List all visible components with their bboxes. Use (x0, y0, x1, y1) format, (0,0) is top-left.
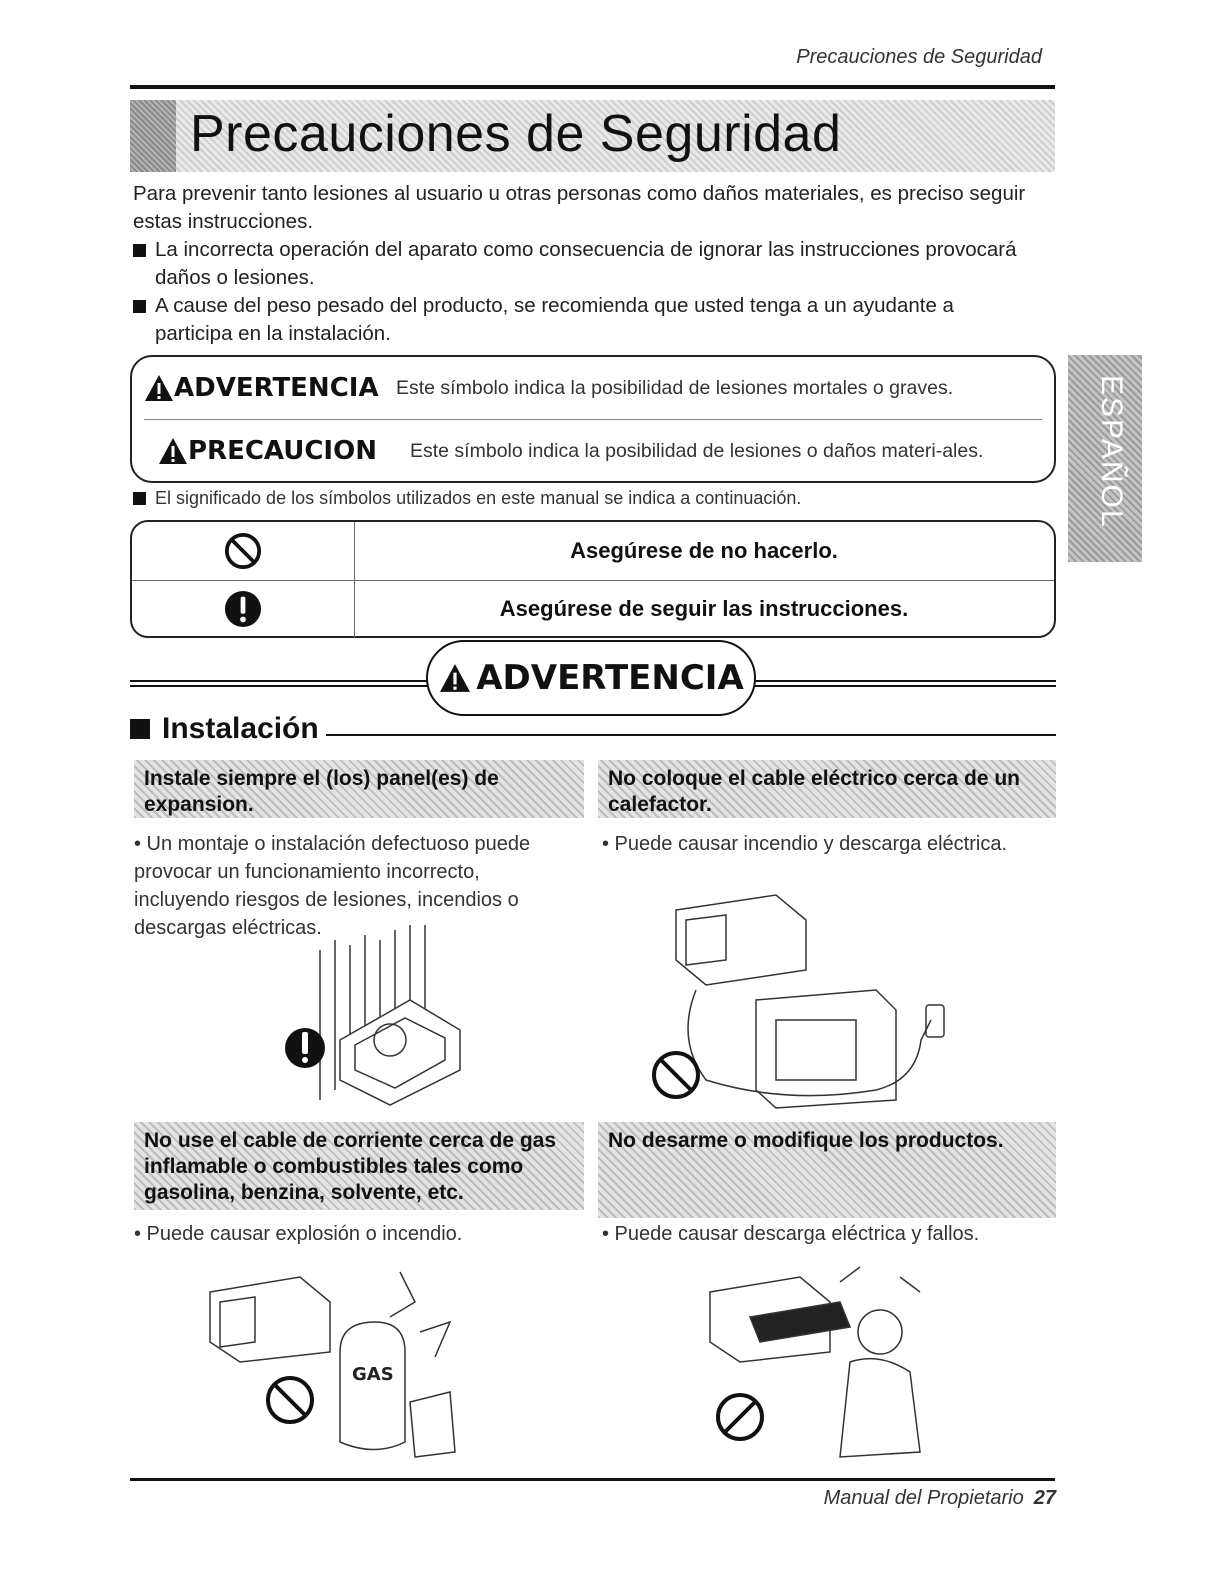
divider-line (130, 680, 428, 687)
page-footer (824, 1487, 1056, 1510)
instruction-heading: No coloque el cable eléctrico cerca de un calefactor. (598, 760, 1056, 818)
disassembly-illustration (690, 1262, 940, 1462)
intro-paragraph: Para prevenir tanto lesiones al usuario u otras personas como daños materiales, es preciso seguir estas instrucciones. (133, 182, 1026, 233)
intro-bullet: A cause del peso pesado del producto, se recomienda que usted tenga a un ayudante a participa en la instalación. (133, 292, 1033, 348)
section-rule (326, 734, 1056, 736)
caution-row (144, 420, 1042, 482)
footer-rule (130, 1478, 1055, 1481)
warning-section-banner: ADVERTENCIA (426, 640, 756, 716)
title-banner (130, 100, 1055, 172)
warning-legend-box (130, 355, 1056, 483)
bullet-square-icon (133, 492, 146, 505)
divider-line (754, 680, 1056, 687)
bullet-square-icon (133, 300, 146, 313)
instruction-heading: No desarme o modifique los productos. (598, 1122, 1056, 1218)
warning-label: ADVERTENCIA (174, 373, 379, 403)
warning-triangle-icon (438, 663, 472, 693)
symbols-table (130, 520, 1056, 638)
caution-label: PRECAUCION (188, 436, 377, 466)
warning-row (144, 357, 1042, 420)
symbol-meaning: Asegúrese de seguir las instrucciones. (499, 596, 909, 621)
heater-cable-illustration (636, 890, 956, 1110)
instruction-text: • Puede causar incendio y descarga eléctrica. (602, 833, 1008, 855)
mandatory-icon (224, 590, 262, 628)
instruction-heading: No use el cable de corriente cerca de gas inflamable o combustibles tales como gasolina, benzina, solvente, etc. (134, 1122, 584, 1210)
bullet-square-icon (130, 719, 150, 739)
instruction-text: • Un montaje o instalación defectuoso puede provocar un funcionamiento incorrecto, incluyendo riesgos de lesiones, incendios o descargas eléctricas. (134, 833, 531, 939)
intro-bullet: La incorrecta operación del aparato como consecuencia de ignorar las instrucciones provocará daños o lesiones. (133, 236, 1033, 292)
prohibited-icon (224, 532, 262, 570)
running-header: Precauciones de Seguridad (796, 46, 1042, 68)
symbol-row (132, 580, 1054, 638)
panel-installation-illustration (260, 920, 490, 1110)
instruction-text: • Puede causar explosión o incendio. (134, 1223, 463, 1245)
instruction-text: • Puede causar descarga eléctrica y fallos. (602, 1223, 980, 1245)
gas-label: GAS (352, 1364, 394, 1385)
symbols-note: El significado de los símbolos utilizados en este manual se indica a continuación. (133, 488, 1033, 509)
banner-accent (130, 100, 176, 172)
footer-label: Manual del Propietario (823, 1487, 1024, 1509)
section-heading: Instalación (130, 712, 319, 746)
page-number: 27 (1033, 1487, 1056, 1509)
bullet-square-icon (133, 244, 146, 257)
warning-triangle-icon (144, 374, 174, 402)
caution-triangle-icon (158, 437, 188, 465)
warning-description: Este símbolo indica la posibilidad de lesiones mortales o graves. (396, 376, 954, 399)
caution-description: Este símbolo indica la posibilidad de lesiones o daños materi-ales. (410, 439, 984, 462)
symbol-row (132, 522, 1054, 581)
page-title: Precauciones de Seguridad (190, 105, 842, 163)
language-tab: ESPAÑOL (1068, 355, 1142, 562)
gas-hazard-illustration (200, 1262, 470, 1462)
header-rule (130, 85, 1055, 89)
instruction-heading: Instale siempre el (los) panel(es) de expansion. (134, 760, 584, 818)
symbol-meaning: Asegúrese de no hacerlo. (570, 538, 838, 563)
